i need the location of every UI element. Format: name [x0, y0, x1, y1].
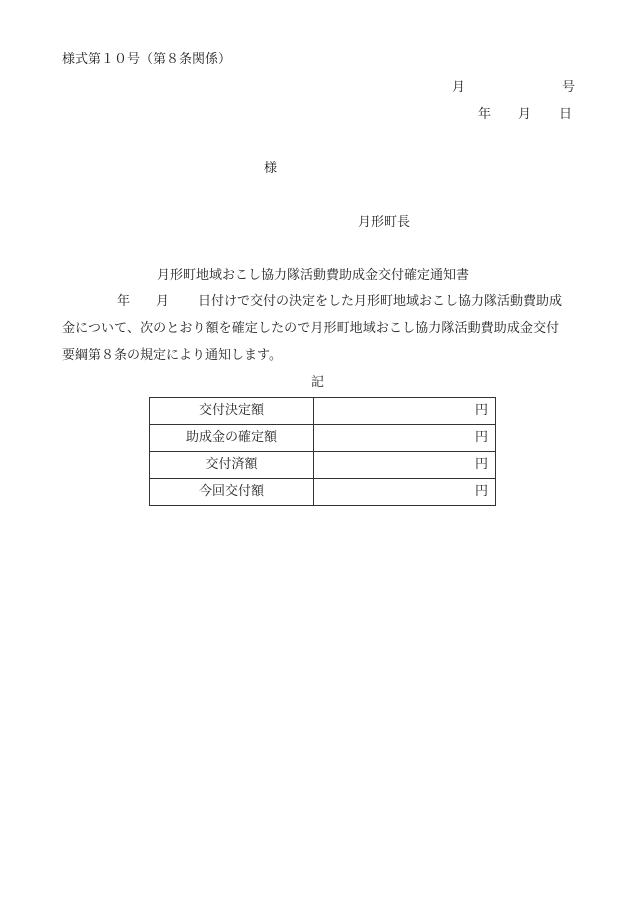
document-title: 月形町地域おこし協力隊活動費助成金交付確定通知書: [157, 268, 470, 283]
table-row: [150, 425, 496, 452]
row-unit: 円: [314, 479, 496, 506]
reference-number-label: 号: [562, 80, 576, 95]
body-paragraph-line-2: 金について、次のとおり額を確定したので月形町地域おこし協力隊活動費助成金交付: [62, 321, 560, 336]
body-paragraph-line-3: 要綱第８条の規定により通知します。: [62, 348, 282, 363]
row-label: 交付決定額: [150, 398, 314, 425]
table-row: [150, 452, 496, 479]
body-month-label: 月: [156, 294, 170, 309]
table-row: [150, 479, 496, 506]
row-unit: 円: [314, 452, 496, 479]
row-label: 今回交付額: [150, 479, 314, 506]
table-row: [150, 398, 496, 425]
date-year-label: 年: [478, 107, 492, 122]
row-label: 交付済額: [150, 452, 314, 479]
body-year-label: 年: [117, 294, 131, 309]
reference-month-label: 月: [452, 80, 466, 95]
ki-label: 記: [311, 375, 325, 390]
amount-table: [149, 397, 496, 506]
issuer-name: 月形町長: [358, 215, 411, 230]
body-line-1-text: 日付けで交付の決定をした月形町地域おこし協力隊活動費助成: [198, 294, 563, 309]
row-label: 助成金の確定額: [150, 425, 314, 452]
addressee-suffix: 様: [264, 161, 278, 176]
form-number: 様式第１０号（第８条関係）: [62, 52, 232, 67]
date-day-label: 日: [559, 107, 573, 122]
row-unit: 円: [314, 398, 496, 425]
date-month-label: 月: [518, 107, 532, 122]
row-unit: 円: [314, 425, 496, 452]
